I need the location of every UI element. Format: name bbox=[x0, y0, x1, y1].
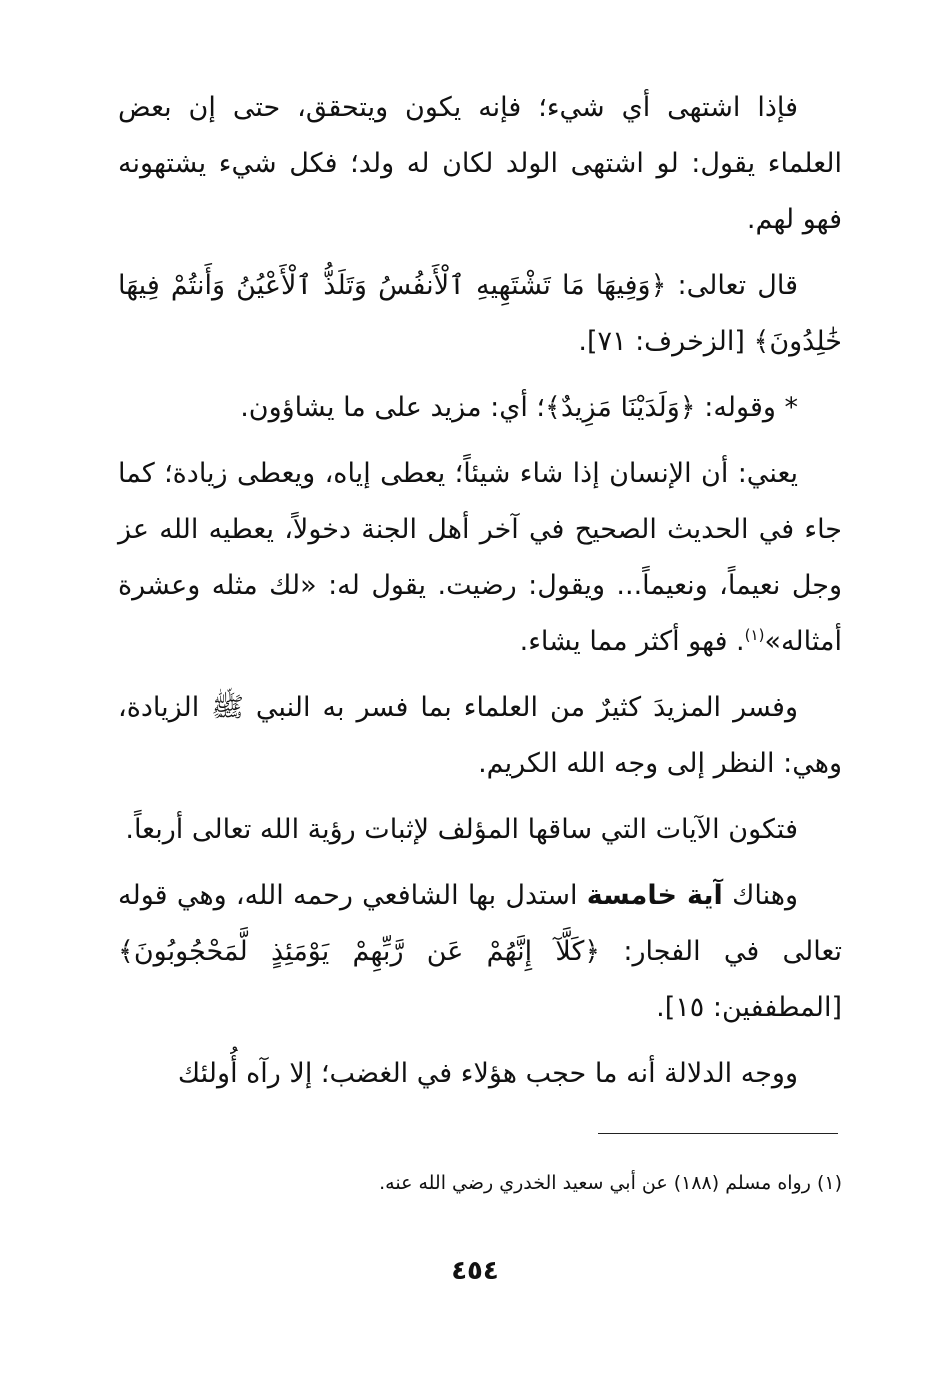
quran-verse-mutaffifin: ﴿كَلَّآ إِنَّهُمْ عَن رَّبِّهِمْ يَوْمَئِذٍ لَّمَحْجُوبُونَ﴾ bbox=[118, 936, 601, 967]
paragraph-8: ووجه الدلالة أنه ما حجب هؤلاء في الغضب؛ إلا رآه أُولئك bbox=[177, 1058, 798, 1089]
paragraph-4-end: . فهو أكثر مما يشاء. bbox=[519, 626, 745, 657]
quran-verse-mazid: ﴿وَلَدَيْنَا مَزِيدٌ﴾ bbox=[545, 392, 696, 423]
paragraph-5: وفسر المزيدَ كثيرٌ من العلماء بما فسر به النبي ﷺ الزيادة، وهي: النظر إلى وجه الله الكريم. bbox=[118, 692, 842, 779]
footnote-divider bbox=[598, 1133, 838, 1134]
paragraph-2-intro: قال تعالى: bbox=[666, 270, 798, 301]
footnote-text: (١) رواه مسلم (١٨٨) عن أبي سعيد الخدري رضي الله عنه. bbox=[379, 1172, 842, 1194]
paragraph-3-intro: * وقوله: bbox=[695, 392, 798, 423]
page-number: ٤٥٤ bbox=[451, 1256, 499, 1286]
footnote-reference[interactable]: (١) bbox=[744, 626, 765, 644]
paragraph-3 bbox=[118, 380, 842, 436]
paragraph-3-explanation: ؛ أي: مزيد على ما يشاؤون. bbox=[240, 392, 546, 423]
quran-verse-zukhruf: ﴿وَفِيهَا مَا تَشْتَهِيهِ ٱلْأَنفُسُ وَتَلَذُّ ٱلْأَعْيُنُ وَأَنتُمْ فِيهَا خَٰلِدُونَ﴾ bbox=[118, 270, 842, 357]
paragraph-7-intro: وهناك bbox=[722, 880, 798, 911]
paragraph-7 bbox=[118, 868, 842, 1036]
paragraph-2 bbox=[118, 258, 842, 370]
paragraph-4 bbox=[118, 446, 842, 670]
verse-reference: [الزخرف: ٧١]. bbox=[578, 326, 754, 357]
highlighted-phrase: آية خامسة bbox=[586, 880, 723, 911]
paragraph-1: فإذا اشتهى أي شيء؛ فإنه يكون ويتحقق، حتى إن بعض العلماء يقول: لو اشتهى الولد لكان له ولد؛ فكل شيء يشتهونه فهو لهم. bbox=[118, 92, 842, 235]
paragraph-6: فتكون الآيات التي ساقها المؤلف لإثبات رؤية الله تعالى أربعاً. bbox=[125, 814, 798, 845]
verse-reference-2: [المطففين: ١٥]. bbox=[656, 992, 842, 1023]
paragraph-4-text: يعني: أن الإنسان إذا شاء شيئاً؛ يعطى إياه، ويعطى زيادة؛ كما جاء في الحديث الصحيح في آخر أهل الجنة دخولاً، يعطيه الله عز وجل نعيماً، ونعيماً... ويقول: رضيت. يقول له: «لك مثله وعشرة أمثاله» bbox=[118, 458, 842, 657]
page-body bbox=[118, 80, 842, 1112]
paragraph-7-middle: استدل بها الشافعي رحمه الله، وهي قوله تعالى في الفجار: bbox=[118, 880, 842, 967]
